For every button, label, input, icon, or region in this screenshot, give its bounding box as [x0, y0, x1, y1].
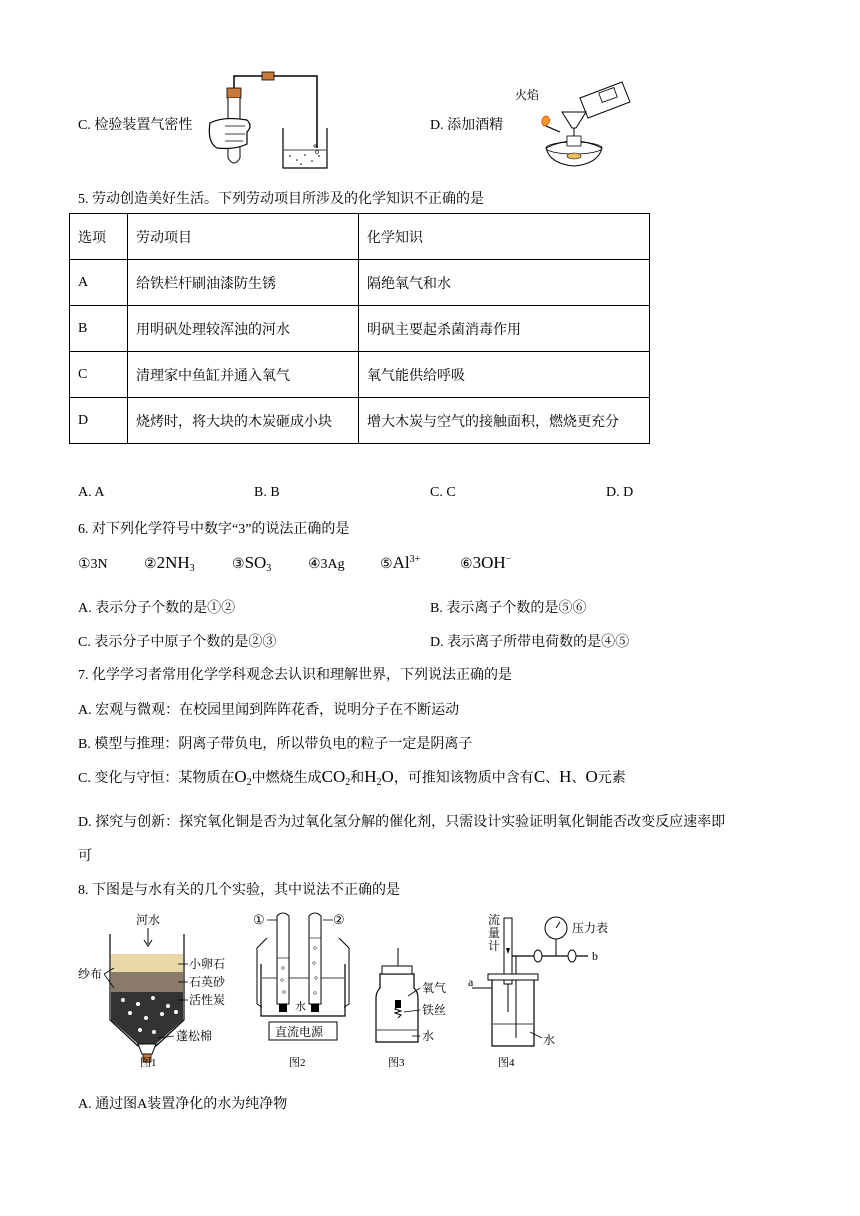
table-cell: C [70, 352, 128, 398]
q6-symbol-5: $⑤Al^{3+}$ [380, 553, 421, 572]
q8-option-a[interactable]: A. 通过图A装置净化的水为纯净物 [78, 1097, 288, 1112]
table-row [70, 260, 650, 306]
adding-alcohol-figure [512, 76, 638, 172]
table-row [70, 352, 650, 398]
water-purifier-figure [78, 908, 248, 1074]
q7-option-d-continued: 可 [78, 849, 92, 864]
iron-wire-combustion-figure [368, 908, 458, 1074]
q6-symbol-4: ④3Ag [308, 557, 345, 572]
water-label-fig2: 水 [295, 1001, 306, 1013]
table-cell: 清理家中鱼缸并通入氧气 [128, 352, 359, 398]
table-cell: D [70, 398, 128, 444]
q6-option-b[interactable]: B. 表示离子个数的是⑤⑥ [430, 601, 587, 616]
oxygen-label: 氧气 [422, 981, 447, 995]
pressure-gauge-label: 压力表 [572, 921, 609, 935]
tube-2-label: ② [333, 912, 345, 927]
table-cell: 用明矾处理较浑浊的河水 [128, 306, 359, 352]
q5-stem: 5. 劳动创造美好生活。下列劳动项目所涉及的化学知识不正确的是 [78, 192, 484, 207]
figure-3-caption: 图3 [388, 1057, 405, 1069]
flowmeter-label-1: 流 [488, 913, 501, 927]
water-label-fig4: 水 [543, 1033, 556, 1047]
dc-power-label: 直流电源 [275, 1025, 324, 1039]
q5-choice-b[interactable]: B. B [254, 485, 280, 500]
q4-option-d[interactable]: D. 添加酒精 [430, 118, 504, 133]
q5-choice-d[interactable]: D. D [606, 485, 634, 500]
flowmeter-label-3: 计 [488, 939, 501, 953]
iron-wire-label: 铁丝 [422, 1003, 447, 1017]
q4-option-c[interactable]: C. 检验装置气密性 [78, 118, 193, 133]
q6-symbol-1: ①3N [78, 557, 108, 572]
q6-symbol-2: $②2NH_3$ [144, 553, 195, 574]
inlet-a-label: a [468, 975, 474, 989]
table-cell: 增大木炭与空气的接触面积，燃烧更充分 [359, 398, 650, 444]
figure-4-caption: 图4 [498, 1057, 515, 1069]
q6-stem: 6. 对下列化学符号中数字“3”的说法正确的是 [78, 522, 350, 537]
q7-option-b[interactable]: B. 模型与推理：阴离子带负电，所以带负电的粒子一定是阴离子 [78, 737, 473, 752]
q5-table [69, 213, 650, 444]
table-header-cell: 化学知识 [359, 214, 650, 260]
airtightness-apparatus-figure [205, 68, 330, 174]
table-cell: 明矾主要起杀菌消毒作用 [359, 306, 650, 352]
flowmeter-label: 流量计 [468, 908, 471, 909]
table-cell: 烧烤时，将大块的木炭砸成小块 [128, 398, 359, 444]
q6-symbol-3: $③SO_3$ [232, 553, 272, 574]
q7-option-c[interactable]: C. 变化与守恒：某物质在$O_2$中燃烧生成$CO_2$和$H_2O$，可推知该物质中含有C、H、O元素 [78, 767, 626, 788]
table-cell: 氧气能供给呼吸 [359, 352, 650, 398]
table-row [70, 398, 650, 444]
q5-choice-a[interactable]: A. A [78, 485, 105, 500]
q7-stem: 7. 化学学习者常用化学学科观念去认识和理解世界，下列说法正确的是 [78, 668, 512, 683]
activated-carbon-label: 活性炭 [189, 993, 226, 1007]
q8-stem: 8. 下图是与水有关的几个实验，其中说法不正确的是 [78, 883, 400, 898]
flowmeter-apparatus-figure [468, 908, 618, 1074]
electrolysis-figure [247, 908, 359, 1074]
outlet-b-label: b [592, 949, 598, 963]
table-header-cell: 劳动项目 [128, 214, 359, 260]
q7-option-a[interactable]: A. 宏观与微观：在校园里闻到阵阵花香，说明分子在不断运动 [78, 703, 460, 718]
figure-1-caption: 图1 [140, 1057, 157, 1069]
water-label-fig3: 水 [422, 1029, 435, 1043]
q6-option-c[interactable]: C. 表示分子中原子个数的是②③ [78, 635, 277, 650]
gauze-label: 纱布 [78, 967, 103, 981]
flowmeter-label-2: 量 [488, 926, 501, 940]
quartz-sand-label: 石英砂 [189, 975, 226, 989]
q6-option-d[interactable]: D. 表示离子所带电荷数的是④⑤ [430, 635, 630, 650]
cotton-label: 蓬松棉 [176, 1029, 213, 1043]
table-header-cell: 选项 [70, 214, 128, 260]
table-cell: B [70, 306, 128, 352]
pebbles-label: 小卵石 [189, 957, 226, 971]
table-row [70, 306, 650, 352]
tube-1-label: ① [253, 912, 265, 927]
table-cell: 隔绝氧气和水 [359, 260, 650, 306]
river-water-label: 河水 [136, 913, 161, 927]
q7-option-d[interactable]: D. 探究与创新：探究氧化铜是否为过氧化氢分解的催化剂，只需设计实验证明氧化铜能否改变反应速率即 [78, 815, 726, 830]
figure-2-caption: 图2 [289, 1057, 306, 1069]
table-cell: 给铁栏杆刷油漆防生锈 [128, 260, 359, 306]
q5-choice-c[interactable]: C. C [430, 485, 456, 500]
table-cell: A [70, 260, 128, 306]
q6-symbol-6: ⑥3OH− [460, 553, 512, 572]
q6-option-a[interactable]: A. 表示分子个数的是①② [78, 601, 236, 616]
flame-label: 火焰 [515, 88, 540, 102]
table-header-row [70, 214, 650, 260]
